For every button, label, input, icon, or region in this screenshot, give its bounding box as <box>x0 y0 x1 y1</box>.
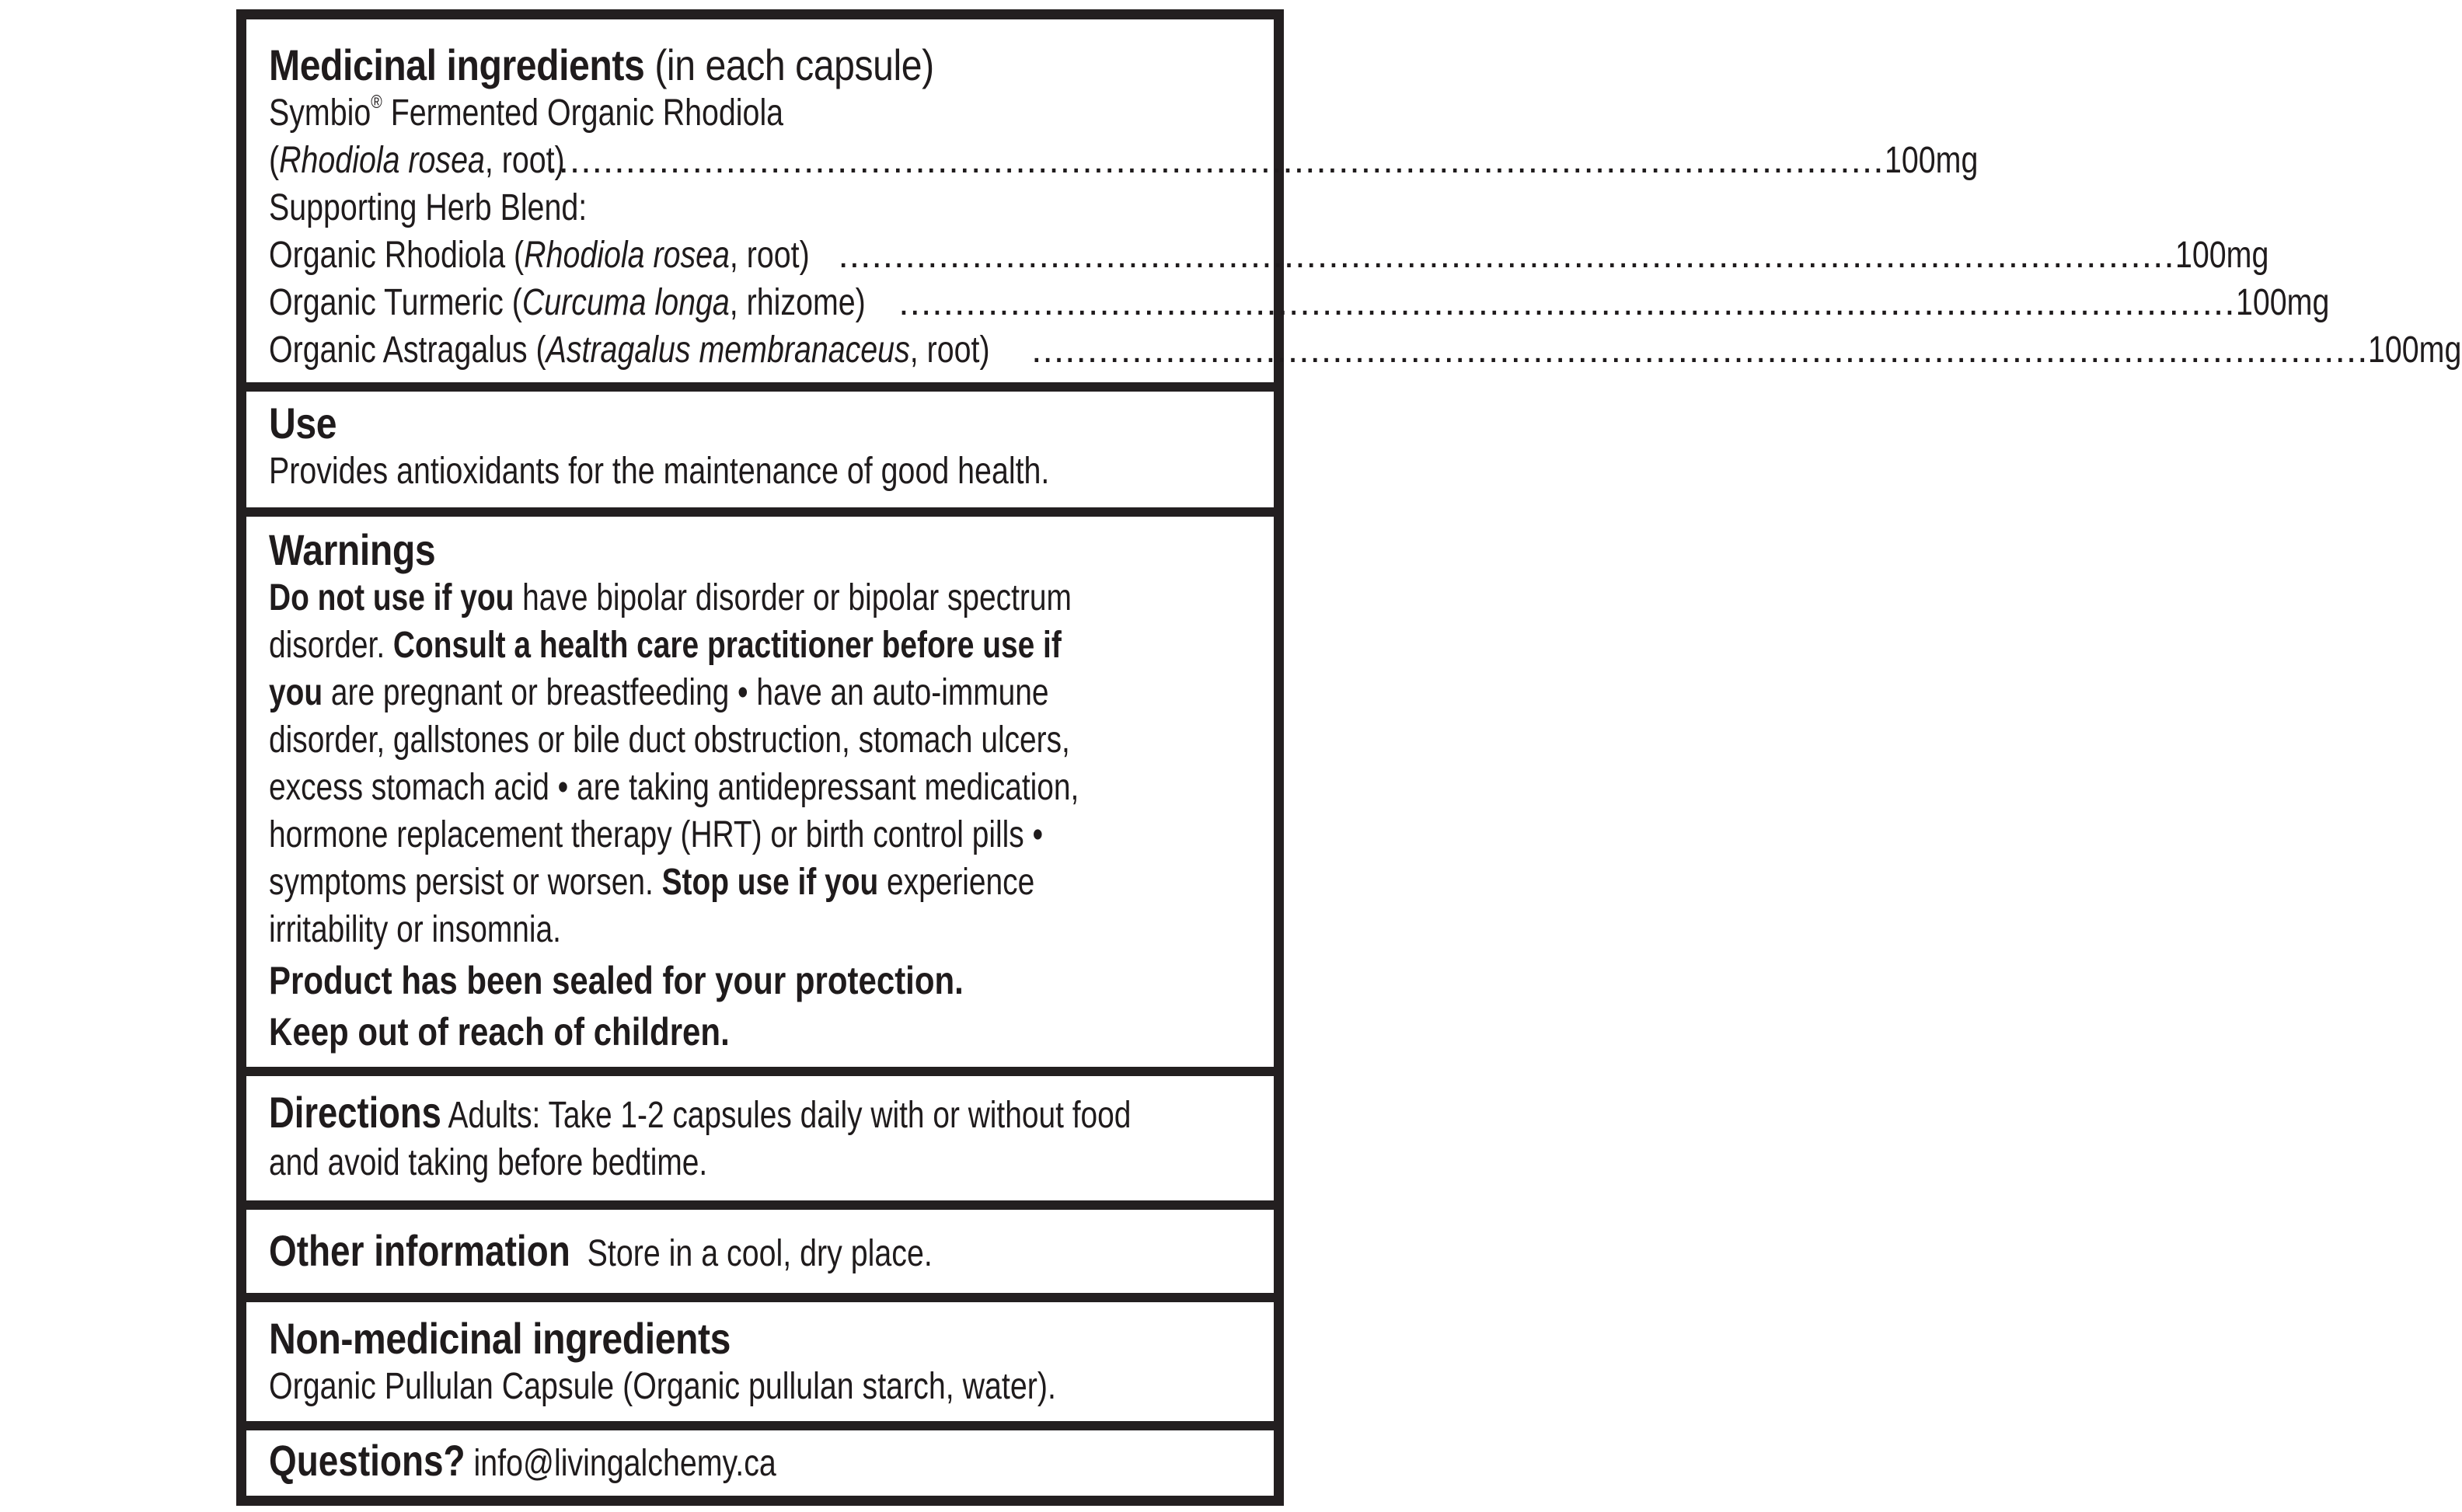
non-medicinal-line <box>269 1363 1257 1410</box>
medicinal-ingredients-panel <box>246 19 2462 382</box>
sealed-notice: Product has been sealed for your protection. <box>269 959 964 1002</box>
other-information-text: Store in a cool, dry place. <box>587 1233 933 1274</box>
ingredient-row-4 <box>269 326 2462 374</box>
medicinal-heading <box>269 41 934 89</box>
directions-panel <box>246 1076 1274 1200</box>
ingredient-row-1 <box>269 137 1978 184</box>
ingredient-name: Organic Astragalus ( <box>269 329 546 371</box>
use-text: Provides antioxidants for the maintenance of good health. <box>269 451 1050 492</box>
non-medicinal-panel <box>246 1302 1274 1421</box>
blend-title-text: Supporting Herb Blend: <box>269 187 588 228</box>
plant-part: , rhizome) <box>729 282 866 323</box>
warnings-panel <box>246 517 1274 1067</box>
medicinal-title: Medicinal ingredients <box>269 40 645 89</box>
ingredient-amount: 100mg <box>1884 140 1978 181</box>
latin-name: Rhodiola rosea <box>279 140 485 181</box>
ingredient-name: Organic Turmeric ( <box>269 282 522 323</box>
plant-part: , root) <box>909 329 990 371</box>
latin-name: Curcuma longa <box>521 282 730 323</box>
warning-text-2: are pregnant or breastfeeding • have an auto-immune disorder, gallstones or bile duct obstruction, stomach ulcers, excess stomach acid • are taking antidepressant medication, hormone replacement therapy (HRT) or birth control pills • symptoms persist or worsen. <box>269 672 1079 903</box>
use-text-line <box>269 448 1257 495</box>
warning-bold-1: Do not use if you <box>269 577 514 618</box>
latin-name: Astragalus membranaceus <box>546 329 910 371</box>
supplement-facts-label <box>236 9 2462 1506</box>
warning-text-3: experience irritability or insomnia. <box>269 862 1035 950</box>
plant-part: , root) <box>729 235 810 276</box>
latin-name: Rhodiola rosea <box>524 235 730 276</box>
questions-title: Questions? <box>269 1436 466 1485</box>
directions-title: Directions <box>269 1088 441 1137</box>
use-panel <box>246 392 1274 507</box>
ingredient-row-3 <box>269 279 2329 326</box>
medicinal-title-suffix: (in each capsule) <box>654 40 934 89</box>
children-notice: Keep out of reach of children. <box>269 1010 730 1054</box>
directions-body: Adults: Take 1-2 capsules daily with or without food and avoid taking before bedtime. <box>269 1095 1132 1183</box>
symbio-rest: Fermented Organic Rhodiola <box>390 92 784 134</box>
plant-part: , root) <box>484 140 565 181</box>
ingredient-row-2 <box>269 232 2269 279</box>
ingredient-name: Organic Rhodiola ( <box>269 235 525 276</box>
warning-bold-3: Stop use if you <box>661 862 879 903</box>
leader-dots: ........................................................................................................................ <box>898 282 2236 323</box>
warnings-title: Warnings <box>269 525 436 574</box>
non-medicinal-title: Non-medicinal ingredients <box>269 1314 731 1363</box>
directions-text <box>269 1089 1163 1186</box>
contact-email[interactable]: info@livingalchemy.ca <box>473 1443 776 1484</box>
questions-line <box>269 1437 1257 1487</box>
ingredient-amount: 100mg <box>2174 235 2269 276</box>
symbio-name: Symbio <box>269 92 371 134</box>
warnings-text <box>269 574 1119 953</box>
other-information-line <box>269 1227 1257 1277</box>
paren-open: ( <box>269 140 280 181</box>
leader-dots: ........................................................................................................................ <box>547 140 1885 181</box>
registered-mark: ® <box>371 92 382 113</box>
warning-text-1: have bipolar disorder or bipolar spectrum disorder. <box>269 577 1072 666</box>
ingredient-amount: 100mg <box>2368 329 2462 371</box>
use-title: Use <box>269 399 337 448</box>
ingredient-amount: 100mg <box>2235 282 2329 323</box>
other-information-title: Other information <box>269 1226 570 1275</box>
other-information-panel <box>246 1210 1274 1293</box>
non-medicinal-text: Organic Pullulan Capsule (Organic pullulan starch, water). <box>269 1366 1056 1407</box>
leader-dots: ........................................................................................................................ <box>1031 329 2369 371</box>
symbio-line <box>269 89 1257 137</box>
leader-dots: ........................................................................................................................ <box>838 235 2175 276</box>
warning-bold-2: Consult a health care practitioner before use if you <box>269 625 1062 713</box>
questions-panel <box>246 1430 1274 1496</box>
blend-title <box>269 184 1257 232</box>
